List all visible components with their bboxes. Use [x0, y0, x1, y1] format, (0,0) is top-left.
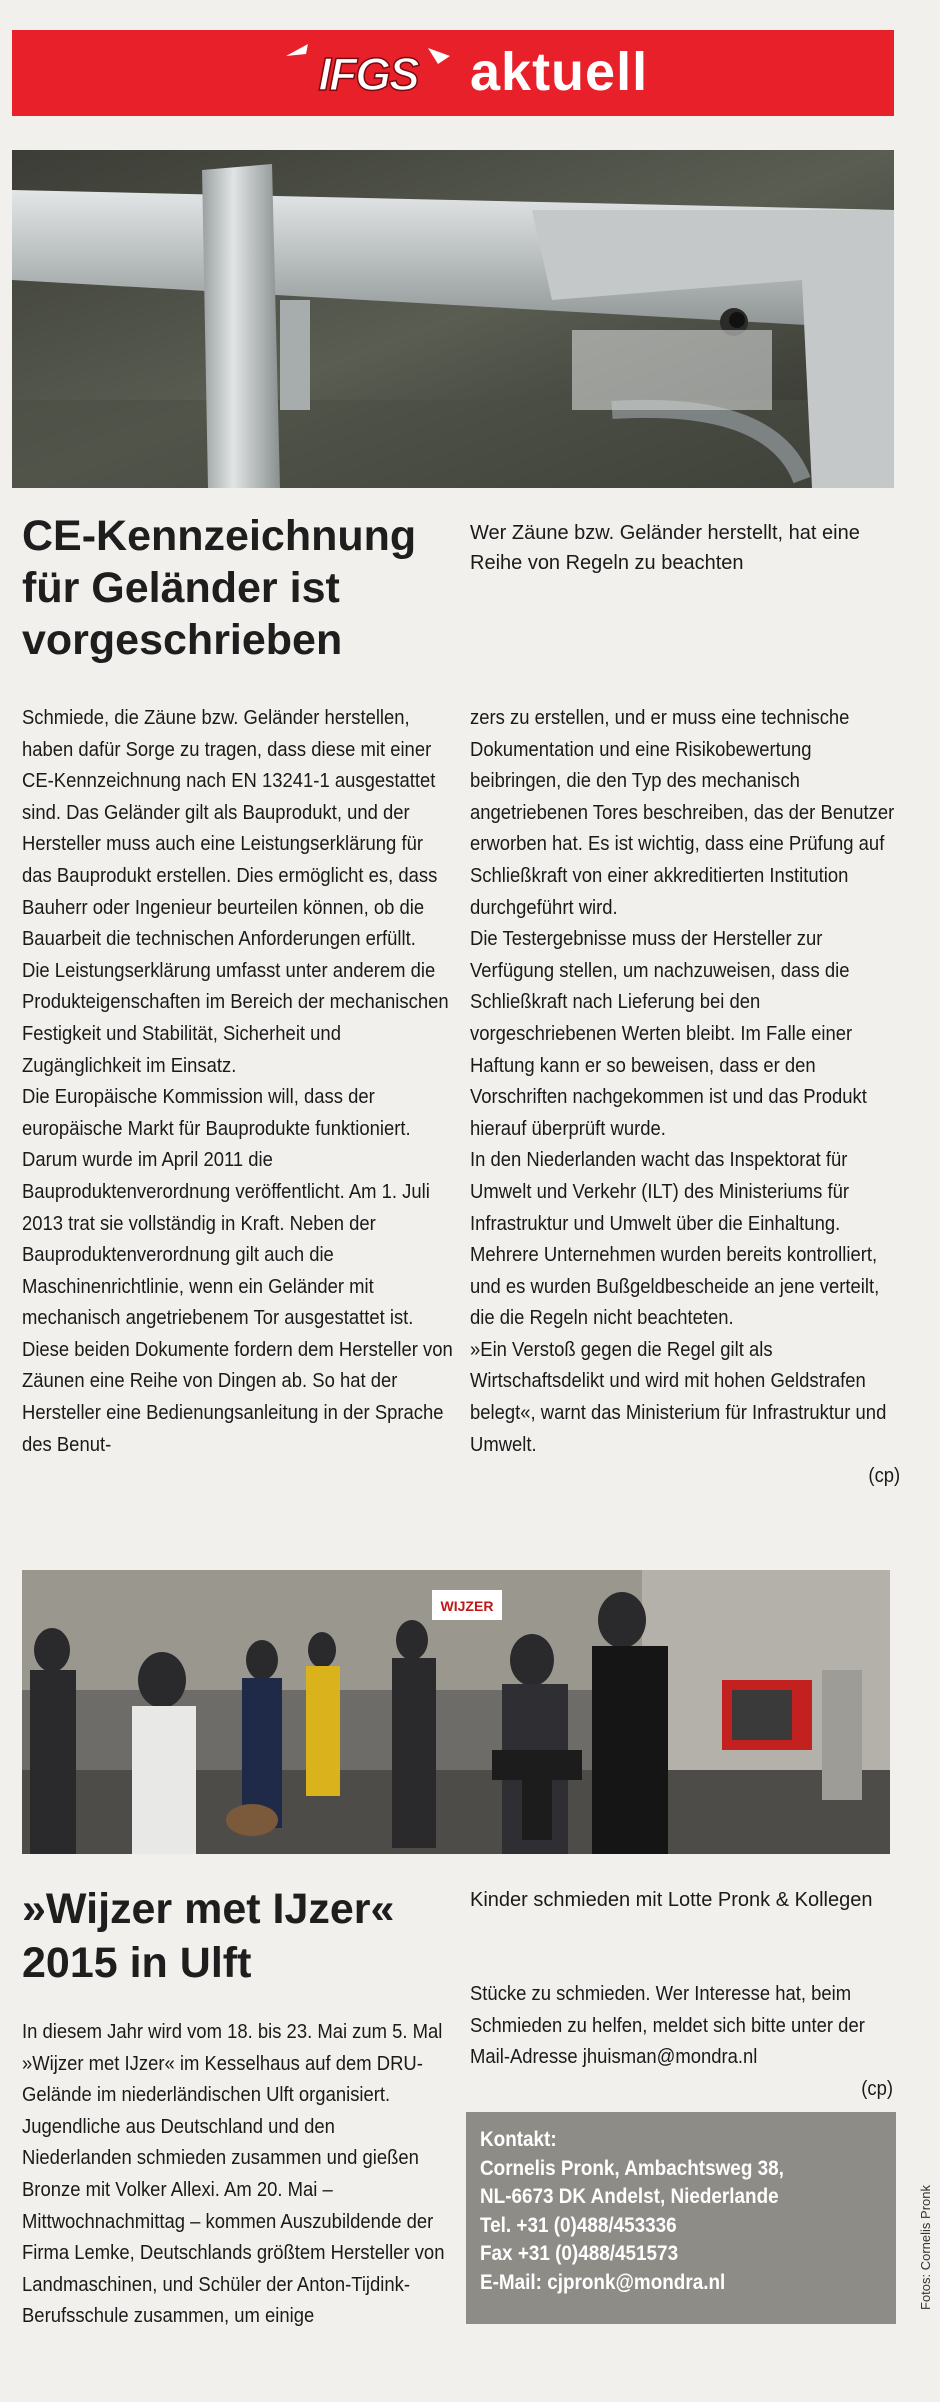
article-column-left: [22, 2016, 447, 2332]
photo-caption: Kinder schmieden mit Lotte Pronk & Kollegen: [470, 1889, 873, 1911]
contact-phone: Tel. +31 (0)488/453336: [480, 2213, 677, 2237]
article-title: CE-Kennzeichnung für Geländer ist vorgeschrieben: [22, 512, 417, 664]
contact-email[interactable]: E-Mail: cjpronk@mondra.nl: [480, 2270, 726, 2294]
article-body-text: In diesem Jahr wird vom 18. bis 23. Mai zum 5. Mal »Wijzer met IJzer« im Kesselhaus auf dem DRU-Gelände im niederländischen Ulft organisiert. Jugendliche aus Deutschland und den Niederlanden schmieden zusammen und gießen Bronze mit Volker Allexi. Am 20. Mai – Mittwochnachmittag – kommen Auszubildende der Firma Lemke, Deutschlands größtem Hersteller von Landmaschinen, und Schüler der Anton-Tijdink-Berufsschule zusammen, um einige: [22, 2020, 445, 2328]
article-body-text: Stücke zu schmieden. Wer Interesse hat, beim Schmieden zu helfen, meldet sich bitte unter der Mail-Adresse jhuisman@mondra.nl: [470, 1982, 865, 2069]
contact-heading: Kontakt:: [480, 2128, 557, 2151]
ifgs-logo: [278, 34, 458, 112]
article-body-text: Schmiede, die Zäune bzw. Geländer herstellen, haben dafür Sorge zu tragen, dass diese mit einer CE-Kennzeichnung nach EN 13241-1 ausgestattet sind. Das Geländer gilt als Bauprodukt, und der Hersteller muss auch eine Leistungserklärung für das Bauprodukt erstellen. Dies ermöglicht es, dass Bauherr oder Ingenieur beurteilen können, ob die Bauarbeit die technischen Anforderungen erfüllt. Die Leistungserklärung umfasst unter anderem die Produkteigenschaften im Bereich der mechanischen Festigkeit und Stabilität, Sicherheit und Zugänglichkeit im Einsatz. Die Europäische Kommission will, dass der europäische Markt für Bauprodukte funktioniert. Darum wurde im April 2011 die Bauproduktenverordnung veröffentlicht. Am 1. Juli 2013 trat sie vollständig in Kraft. Neben der Bauproduktenverordnung gilt auch die Maschinenrichtlinie, wenn ein Geländer mit mechanisch angetriebenem Tor ausgestattet ist. Diese beiden Dokumente fordern dem Hersteller von Zäunen eine Reihe von Dingen ab. So hat der Hersteller eine Bedienungsanleitung in der Sprache des Benut-: [22, 706, 453, 1456]
photo-banner-text: WIJZER: [440, 1598, 494, 1614]
contact-name-address: Cornelis Pronk, Ambachtsweg 38,: [480, 2156, 784, 2180]
article-column-right: [470, 1978, 893, 2104]
author-sign: (cp): [868, 1464, 901, 1488]
article-title: »Wijzer met IJzer« 2015 in Ulft: [22, 1885, 395, 1987]
article-body-text: zers zu erstellen, und er muss eine technische Dokumentation und eine Risikobewertung beibringen, die den Typ des mechanisch angetriebenen Tores beschreiben, das der Benutzer erworben hat. Es ist wichtig, dass eine Prüfung auf Schließkraft von einer akkreditierten Institution durchgeführt wird. Die Testergebnisse muss der Hersteller zur Verfügung stellen, um nachzuweisen, dass die Schließkraft nach Lieferung bei den vorgeschriebenen Werten bleibt. Im Falle einer Haftung kann er so beweisen, dass er den Vorschriften nachgekommen ist und das Produkt hierauf überprüft wurde. In den Niederlanden wacht das Inspektorat für Umwelt und Verkehr (ILT) des Ministeriums für Infrastruktur und Umwelt über die Einhaltung. Mehrere Unternehmen wurden bereits kontrolliert, und es wurden Bußgeldbescheide an jene verteilt, die die Regeln nicht beachteten. »Ein Verstoß gegen die Regel gilt als Wirtschaftsdelikt und wird mit hohen Geldstrafen belegt«, warnt das Ministerium für Infrastruktur und Umwelt.: [470, 706, 895, 1456]
author-sign: (cp): [861, 2076, 893, 2100]
contact-info: [480, 2126, 858, 2297]
contact-city: NL-6673 DK Andelst, Niederlande: [480, 2185, 779, 2208]
forging-kids-photo: [22, 1570, 890, 1854]
photo-caption: Wer Zäune bzw. Geländer herstellt, hat eine Reihe von Regeln zu beachten: [470, 522, 860, 574]
article-column-left: [22, 702, 454, 1460]
section-title: aktuell: [470, 42, 649, 102]
svg-text:IFGS: IFGS: [318, 48, 418, 100]
photo-credit: Fotos: Cornelis Pronk: [918, 2185, 933, 2310]
article-column-right: [470, 702, 900, 1492]
gate-weld-photo: [12, 150, 894, 488]
contact-fax: Fax +31 (0)488/451573: [480, 2242, 679, 2265]
